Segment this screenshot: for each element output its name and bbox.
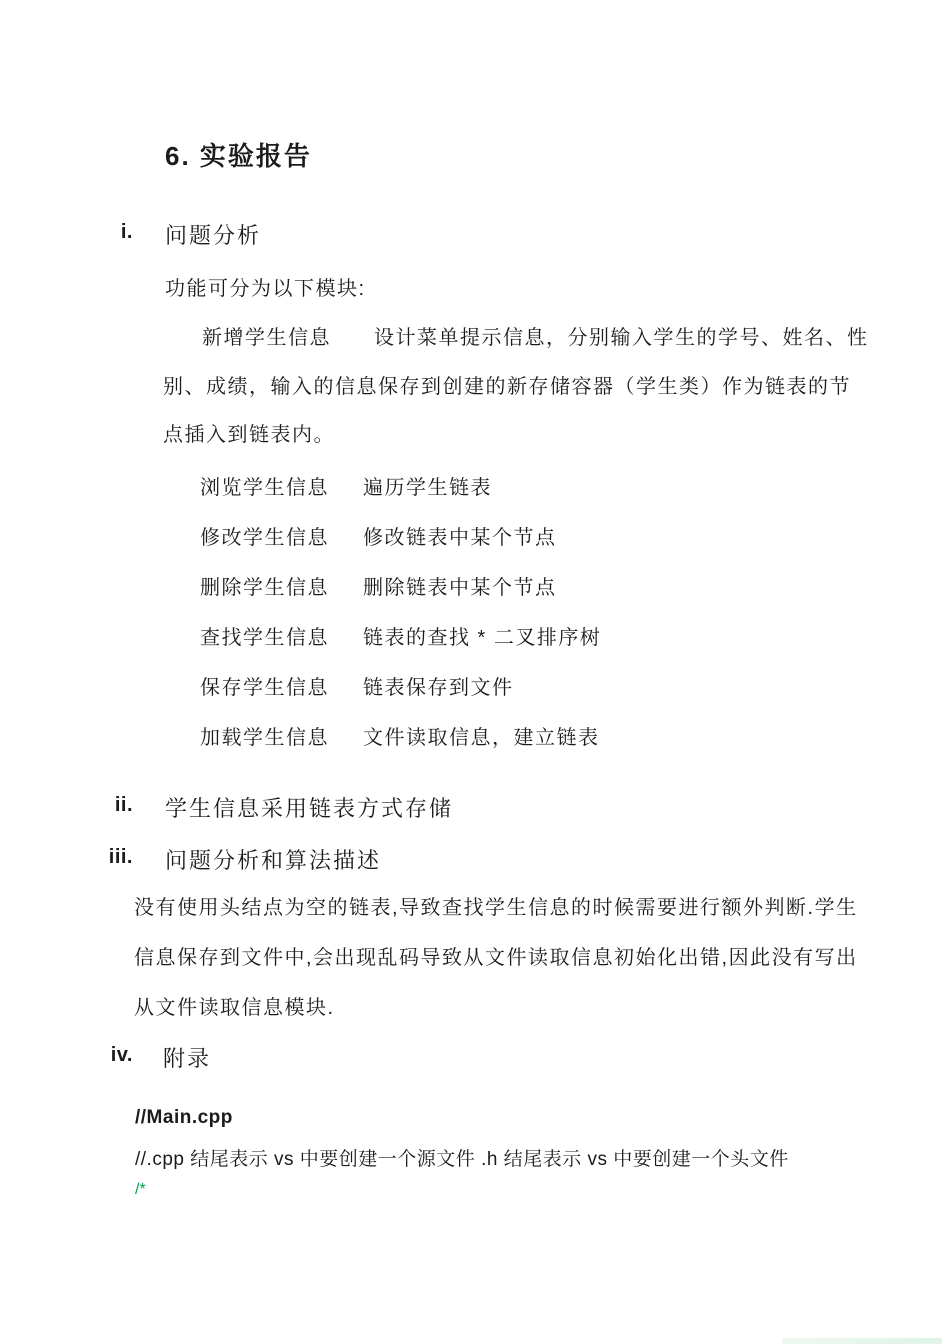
section-iv-number: iv. — [110, 1044, 133, 1066]
section-i-heading: 问题分析 — [165, 223, 262, 248]
paragraph-line: 信息保存到文件中,会出现乱码导致从文件读取信息初始化出错,因此没有写出 — [134, 947, 858, 969]
paragraph-line: 没有使用头结点为空的链表,导致查找学生信息的时候需要进行额外判断.学生 — [134, 897, 858, 919]
section-ii-number: ii. — [114, 794, 133, 816]
module-item — [200, 671, 514, 700]
doc-title: 6. 实验报告 — [165, 141, 312, 171]
section-iii-number: iii. — [108, 846, 133, 868]
module-item — [200, 571, 557, 600]
paragraph-line: 别、成绩，输入的信息保存到创建的新存储容器（学生类）作为链表的节 — [163, 376, 851, 398]
module-label: 查找学生信息 — [200, 627, 329, 649]
module-label: 加载学生信息 — [200, 727, 329, 749]
section-iv-heading: 附录 — [163, 1046, 212, 1071]
module-desc: 链表保存到文件 — [363, 677, 514, 699]
module-desc: 链表的查找 * 二叉排序树 — [363, 627, 602, 649]
module-desc: 修改链表中某个节点 — [363, 527, 557, 549]
code-line-comment-cpp-h: //.cpp 结尾表示 vs 中要创建一个源文件 .h 结尾表示 vs 中要创建一个头文件 — [135, 1149, 789, 1170]
module-desc: 文件读取信息，建立链表 — [363, 727, 600, 749]
module-label: 删除学生信息 — [200, 577, 329, 599]
intro-line: 功能可分为以下模块: — [165, 278, 366, 300]
module-item — [200, 521, 557, 550]
code-comment-start: /* — [135, 1181, 146, 1198]
module-label: 修改学生信息 — [200, 527, 329, 549]
code-line-main-cpp: //Main.cpp — [135, 1107, 233, 1128]
paragraph-line: 点插入到链表内。 — [163, 424, 335, 446]
module-label: 浏览学生信息 — [200, 477, 329, 499]
section-i-number: i. — [120, 221, 133, 243]
section-iii-heading: 问题分析和算法描述 — [165, 848, 382, 873]
module-label: 保存学生信息 — [200, 677, 329, 699]
module-desc: 遍历学生链表 — [363, 477, 492, 499]
module-item — [200, 471, 492, 500]
module-desc: 删除链表中某个节点 — [363, 577, 557, 599]
paragraph-line: 新增学生信息 设计菜单提示信息，分别输入学生的学号、姓名、性 — [202, 327, 869, 349]
section-ii-heading: 学生信息采用链表方式存储 — [165, 796, 454, 821]
module-item — [200, 621, 601, 650]
module-item — [200, 721, 600, 750]
faint-watermark — [782, 1338, 942, 1344]
paragraph-line: 从文件读取信息模块. — [134, 997, 335, 1019]
